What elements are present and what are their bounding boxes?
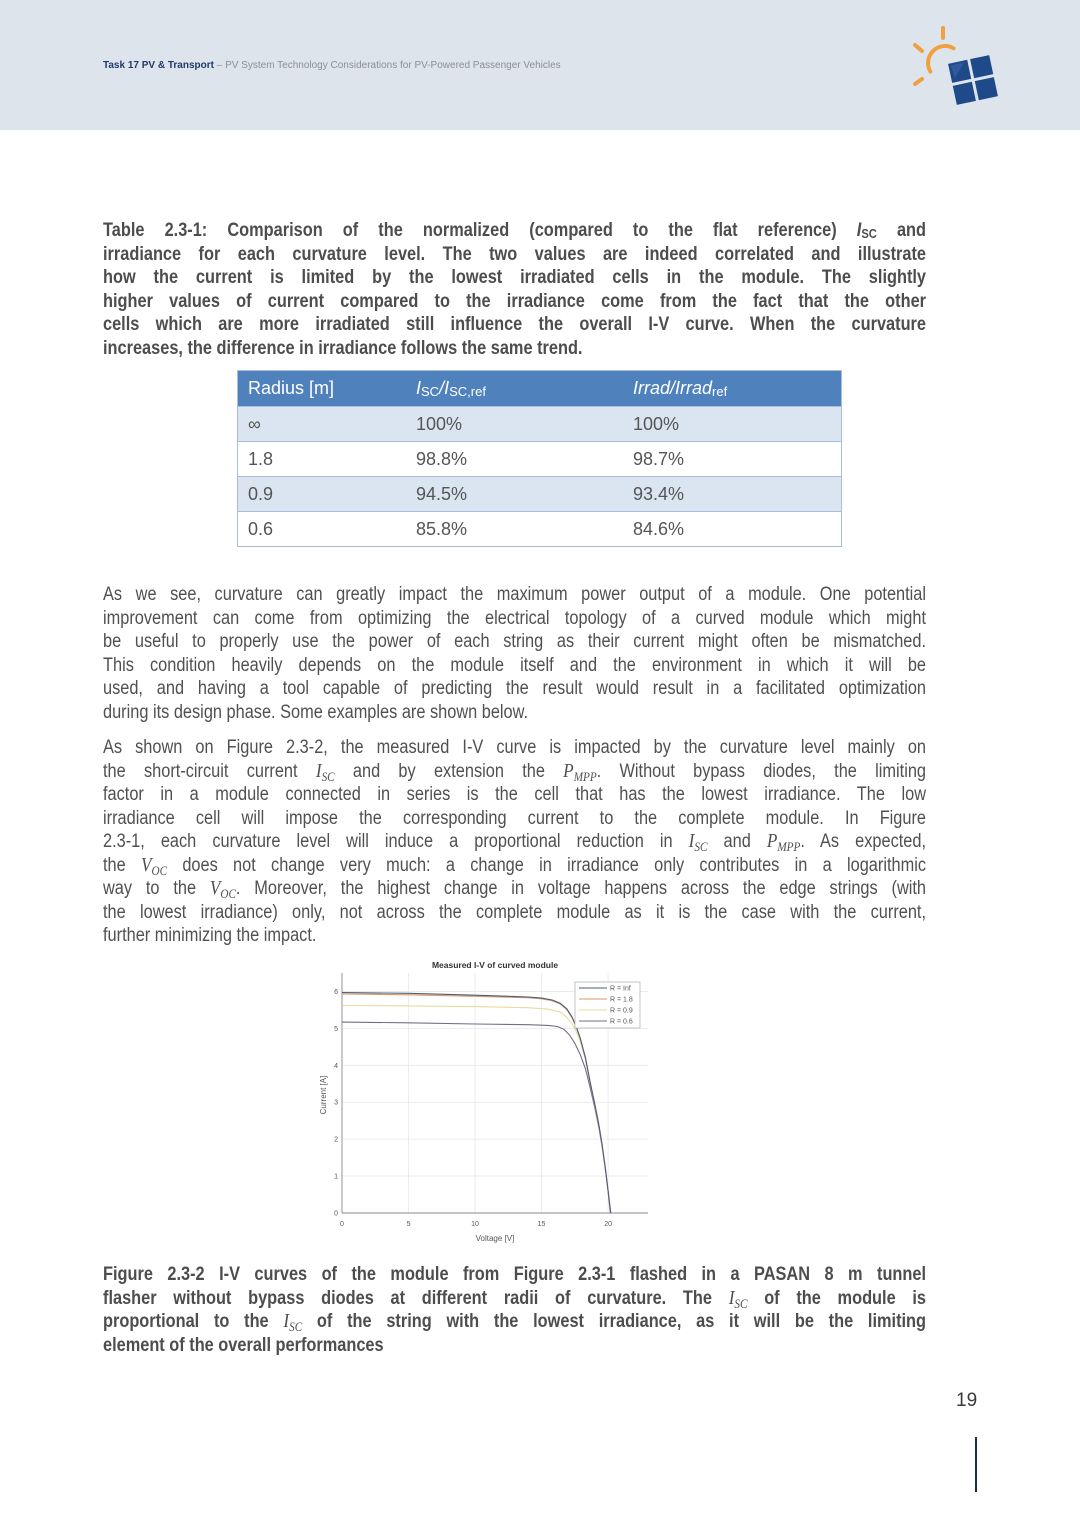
- text-line: 2.3-1, each curvature level will induce a proportional reduction in $I_{SC}$ and $P_{MPP}$. As expected,: [103, 830, 927, 855]
- y-tick-label: 4: [334, 1062, 338, 1070]
- legend-label: R = Inf: [610, 985, 631, 993]
- math-symbol: $P_{MPP}$: [563, 759, 597, 784]
- math-symbol: $I_{SC}$: [856, 220, 877, 241]
- series-line: [342, 993, 611, 1213]
- y-tick-label: 5: [334, 1025, 338, 1033]
- x-tick-label: 0: [340, 1221, 344, 1228]
- text-line: proportional to the $I_{SC}$ of the string with the lowest irradiance, as it will be the limiting: [103, 1310, 927, 1335]
- page-number: 19: [956, 1390, 978, 1411]
- text-line: irradiance for each curvature level. The two values are indeed correlated and illustrate: [103, 243, 927, 265]
- cell-radius: 1.8: [238, 442, 407, 477]
- cell-irradiance-ratio: 84.6%: [623, 512, 842, 547]
- cell-irradiance-ratio: 93.4%: [623, 477, 842, 512]
- column-header-radius: Radius [m]: [238, 371, 407, 407]
- x-tick-label: 20: [604, 1221, 612, 1228]
- text-line: flasher without bypass diodes at different radii of curvature. The $I_{SC}$ of the module is: [103, 1286, 927, 1311]
- table-header-row: [238, 371, 842, 407]
- legend-label: R = 0.6: [610, 1018, 633, 1026]
- text-line: As shown on Figure 2.3-2, the measured I-V curve is impacted by the curvature level mainly on: [103, 737, 927, 758]
- y-tick-label: 2: [334, 1136, 338, 1144]
- document-subtitle: – PV System Technology Considerations for PV-Powered Passenger Vehicles: [213, 60, 561, 71]
- cell-isc-ratio: 100%: [406, 407, 623, 442]
- body-paragraph-iv-analysis: [103, 736, 926, 948]
- legend-label: R = 1.8: [610, 996, 633, 1004]
- running-header: [103, 60, 561, 71]
- cell-isc-ratio: 85.8%: [406, 512, 623, 547]
- y-tick-label: 3: [334, 1099, 338, 1107]
- chart-x-axis-label: Voltage [V]: [475, 1234, 515, 1243]
- column-header-irradiance-ratio: [623, 371, 842, 407]
- math-symbol: $V_{OC}$: [141, 853, 168, 878]
- text-line: increases, the difference in irradiance follows the same trend.: [103, 337, 583, 359]
- figure-caption: [103, 1263, 926, 1357]
- page-rule-divider: [975, 1437, 977, 1492]
- text-line: higher values of current compared to the irradiance come from the fact that the other: [103, 290, 927, 312]
- text-line: used, and having a tool capable of predicting the result would result in a facilitated optimization: [103, 678, 927, 700]
- cell-radius: 0.9: [238, 477, 407, 512]
- body-paragraph-curvature-impact: [103, 583, 926, 724]
- table-row: [238, 477, 842, 512]
- text-line: the short-circuit current $I_{SC}$ and by extension the $P_{MPP}$. Without bypass diodes, the limiting: [103, 759, 927, 784]
- comparison-table: [237, 370, 842, 547]
- iv-chart: [310, 955, 660, 1250]
- text-line: Figure 2.3-2 I-V curves of the module from Figure 2.3-1 flashed in a PASAN 8 m tunnel: [103, 1264, 927, 1285]
- math-symbol: $/I_{SC,ref}$: [439, 378, 486, 399]
- math-symbol: Irrad/Irrad$_{ref}$: [633, 378, 728, 399]
- math-symbol: $I_{SC}$: [315, 759, 335, 784]
- math-symbol: $I_{SC}$: [283, 1310, 303, 1335]
- series-line: [342, 994, 611, 1213]
- text-line: the lowest irradiance) only, not across the complete module as it is the case with the current,: [103, 901, 927, 923]
- text-line: This condition heavily depends on the module itself and the environment in which it will be: [103, 654, 927, 676]
- table-caption: [103, 219, 926, 360]
- x-tick-label: 15: [537, 1221, 546, 1228]
- cell-isc-ratio: 94.5%: [406, 477, 623, 512]
- text-line: way to the $V_{OC}$. Moreover, the highest change in voltage happens across the edge strings (with: [103, 877, 927, 902]
- text-line: further minimizing the impact.: [103, 925, 317, 947]
- y-tick-label: 6: [334, 988, 338, 996]
- text-line: As we see, curvature can greatly impact the maximum power output of a module. One potential: [103, 584, 927, 605]
- cell-radius: ∞: [238, 407, 407, 442]
- math-symbol: $I_{SC}$: [416, 378, 440, 399]
- table-row: [238, 512, 842, 547]
- chart-title: Measured I-V of curved module: [431, 960, 559, 970]
- sun-solar-panel-logo-icon: [900, 20, 1010, 115]
- x-tick-label: 10: [471, 1221, 479, 1228]
- math-symbol: $I_{SC}$: [728, 1286, 748, 1311]
- table-row: [238, 407, 842, 442]
- table-row: [238, 442, 842, 477]
- math-symbol: $P_{MPP}$: [766, 830, 801, 855]
- chart-series: [342, 993, 611, 1213]
- y-tick-label: 0: [334, 1210, 338, 1218]
- text-line: how the current is limited by the lowest irradiated cells in the module. The slightly: [103, 267, 927, 289]
- chart-legend: [575, 982, 640, 1028]
- text-line: cells which are more irradiated still influence the overall I-V curve. When the curvature: [103, 314, 927, 336]
- y-tick-label: 1: [334, 1173, 338, 1181]
- column-header-isc-ratio: [406, 371, 623, 407]
- cell-irradiance-ratio: 98.7%: [623, 442, 842, 477]
- cell-radius: 0.6: [238, 512, 407, 547]
- math-symbol: $V_{OC}$: [209, 877, 236, 902]
- text-line: during its design phase. Some examples are shown below.: [103, 701, 529, 723]
- legend-label: R = 0.9: [610, 1007, 633, 1015]
- text-line: improvement can come from optimizing the electrical topology of a curved module which might: [103, 607, 927, 629]
- math-symbol: $I_{SC}$: [688, 830, 708, 855]
- header-band: [0, 0, 1080, 130]
- text-line: element of the overall performances: [103, 1334, 384, 1356]
- text-line: Table 2.3-1: Comparison of the normalized (compared to the flat reference) $I_{SC}$ and: [103, 220, 927, 241]
- text-line: the $V_{OC}$ does not change very much: a change in irradiance only contributes in a logarithmic: [103, 853, 927, 878]
- cell-irradiance-ratio: 100%: [623, 407, 842, 442]
- x-tick-label: 5: [406, 1221, 411, 1228]
- cell-isc-ratio: 98.8%: [406, 442, 623, 477]
- task-label: Task 17 PV & Transport: [103, 60, 214, 71]
- text-line: irradiance cell will impose the corresponding current to the complete module. In Figure: [103, 807, 927, 829]
- text-line: be useful to properly use the power of each string as their current might often be mismatched.: [103, 631, 927, 653]
- series-line: [342, 1022, 610, 1213]
- text-line: factor in a module connected in series is the cell that has the lowest irradiance. The low: [103, 784, 927, 806]
- chart-y-axis-label: Current [A]: [319, 1075, 328, 1115]
